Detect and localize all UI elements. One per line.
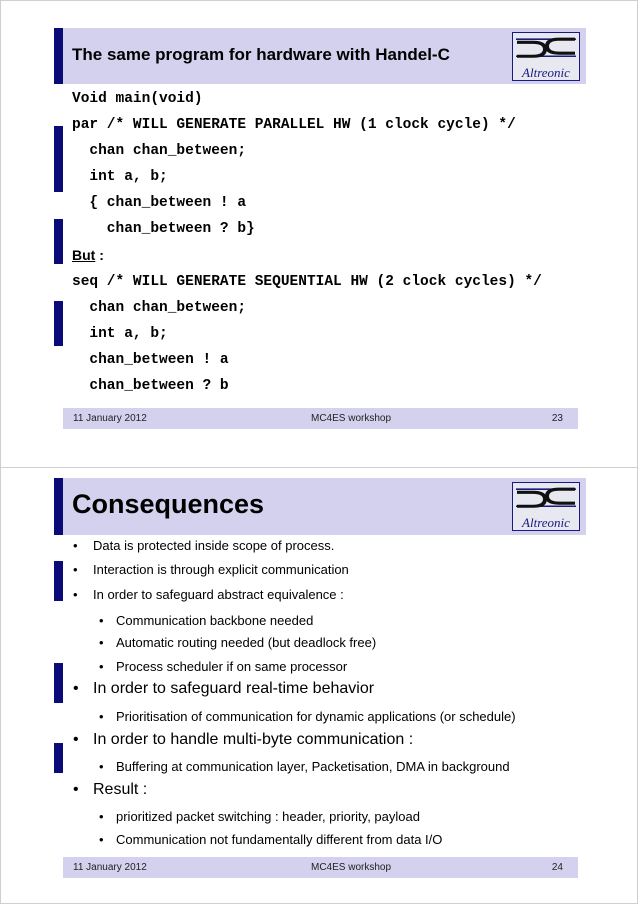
bullet-glyph: • (73, 587, 78, 602)
bullet-glyph: • (99, 832, 104, 847)
bullet-text: Communication backbone needed (116, 613, 314, 628)
logo-text: Altreonic (522, 65, 570, 80)
bullet-text: Interaction is through explicit communication (93, 562, 349, 577)
bullet-glyph: • (73, 680, 79, 697)
code-line: chan_between ! a (72, 352, 229, 368)
accent-bar (54, 663, 63, 703)
footer-event: MC4ES workshop (311, 413, 392, 424)
but-label (72, 246, 104, 264)
bullet-text: Automatic routing needed (but deadlock free) (116, 635, 377, 650)
bullet-text: In order to safeguard real-time behavior (93, 680, 375, 697)
altreonic-logo (512, 32, 580, 81)
footer-date: 11 January 2012 (73, 413, 147, 424)
footer-page-number: 23 (551, 413, 563, 424)
accent-bar (54, 219, 63, 264)
bullet-text: In order to safeguard abstract equivalence : (93, 587, 344, 602)
bullet-glyph: • (99, 709, 104, 724)
code-line: seq /* WILL GENERATE SEQUENTIAL HW (2 clock cycles) */ (72, 274, 542, 290)
accent-bar (54, 561, 63, 601)
bullet-glyph: • (73, 781, 79, 798)
code-line: chan_between ? b} (72, 221, 255, 237)
accent-bar (54, 301, 63, 346)
code-line: chan chan_between; (72, 143, 247, 159)
slide-24 (0, 467, 638, 904)
bullet-text: Data is protected inside scope of process. (93, 538, 335, 553)
bullet-glyph: • (73, 562, 78, 577)
accent-bar (54, 126, 63, 192)
code-line: Void main(void) (72, 91, 203, 107)
footer-event: MC4ES workshop (311, 862, 392, 873)
altreonic-logo (512, 482, 580, 531)
code-line: int a, b; (72, 169, 168, 185)
bullet-glyph: • (99, 613, 104, 628)
footer-page-number: 24 (551, 862, 563, 873)
bullet-glyph: • (99, 759, 104, 774)
code-line: int a, b; (72, 326, 168, 342)
header-accent-bar (54, 478, 63, 535)
bullet-text: Buffering at communication layer, Packetisation, DMA in background (116, 759, 510, 774)
header-accent-bar (54, 28, 63, 84)
slide-header (54, 28, 586, 84)
bullet-text: Communication not fundamentally different from data I/O (116, 832, 443, 847)
slide-footer (63, 857, 578, 878)
bullet-glyph: • (73, 731, 79, 748)
code-line: chan_between ? b (72, 378, 229, 394)
logo-mark-icon (513, 483, 579, 514)
slide-title: The same program for hardware with Handel-C (72, 45, 450, 64)
but-word: But (72, 247, 96, 263)
logo-text: Altreonic (522, 515, 570, 530)
bullet-glyph: • (99, 659, 104, 674)
code-line: par /* WILL GENERATE PARALLEL HW (1 clock cycle) */ (72, 117, 516, 133)
bullet-text: In order to handle multi-byte communication : (93, 731, 414, 748)
bullet-text: prioritized packet switching : header, priority, payload (116, 809, 420, 824)
code-line: { chan_between ! a (72, 195, 247, 211)
bullet-glyph: • (99, 635, 104, 650)
accent-bar (54, 743, 63, 773)
code-line: chan chan_between; (72, 300, 247, 316)
bullet-text: Result : (93, 781, 148, 798)
logo-mark-icon (513, 33, 579, 64)
bullet-text: Prioritisation of communication for dynamic applications (or schedule) (116, 709, 516, 724)
slide-footer (63, 408, 578, 429)
footer-date: 11 January 2012 (73, 862, 147, 873)
slide-header (54, 478, 586, 535)
bullet-glyph: • (99, 809, 104, 824)
but-colon: : (95, 247, 104, 263)
bullet-glyph: • (73, 538, 78, 553)
bullet-text: Process scheduler if on same processor (116, 659, 348, 674)
slide-title: Consequences (72, 489, 265, 519)
